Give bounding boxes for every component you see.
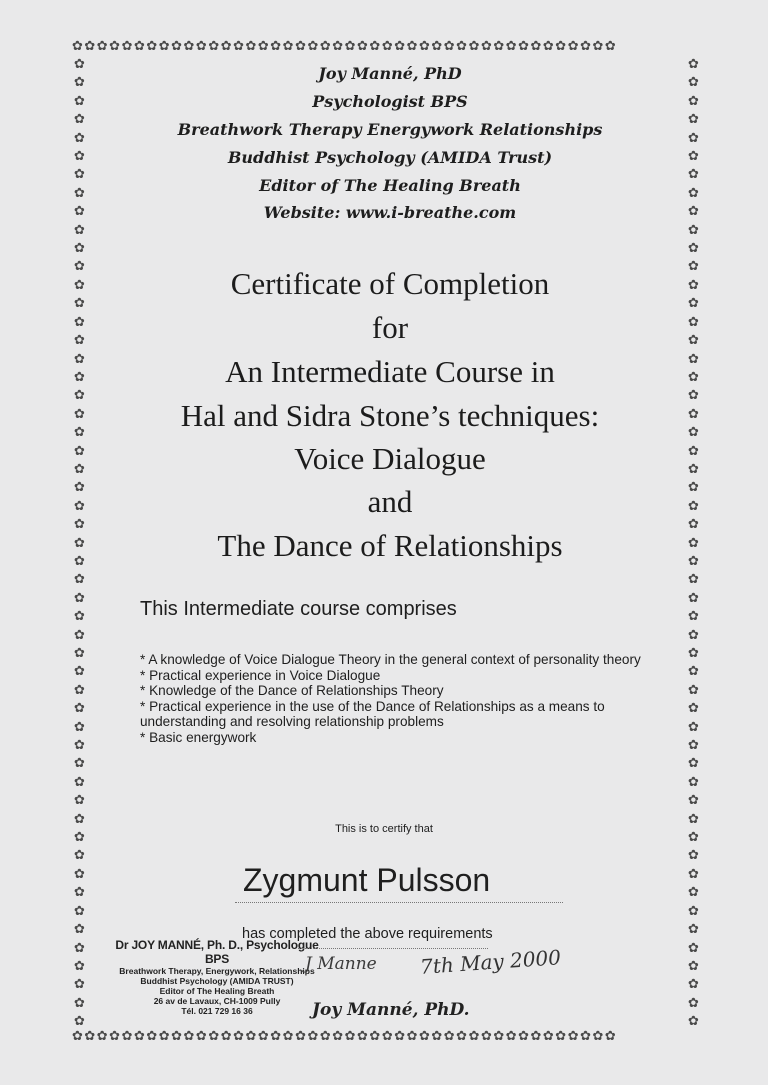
letterhead-title: Psychologist BPS: [312, 92, 468, 111]
course-item: * Practical experience in the use of the Dance of Relationships as a means to understanding and resolving relationship problems: [140, 698, 605, 730]
certificate-title: Certificate of Completion: [230, 266, 550, 301]
practitioner-stamp: [102, 938, 332, 1016]
stamp-phone: Tél. 021 729 16 36: [181, 1006, 253, 1016]
signature-line: [298, 948, 488, 949]
course-name-line3: Voice Dialogue: [294, 441, 486, 476]
course-heading: This Intermediate course comprises: [140, 598, 457, 620]
star-border-left: ✿✿✿✿✿✿✿✿✿✿✿✿✿✿✿✿✿✿✿✿✿✿✿✿✿✿✿✿✿✿✿✿✿✿✿✿✿✿✿✿✿✿✿✿✿✿✿✿✿✿✿✿✿: [74, 57, 85, 1030]
letterhead-website: Website: www.i-breathe.com: [263, 203, 517, 222]
stamp-line: Editor of The Healing Breath: [159, 986, 275, 996]
stamp-line: Buddhist Psychology (AMIDA TRUST): [140, 976, 294, 986]
course-item: * Practical experience in Voice Dialogue: [140, 667, 381, 683]
star-border-top: ✿✿✿✿✿✿✿✿✿✿✿✿✿✿✿✿✿✿✿✿✿✿✿✿✿✿✿✿✿✿✿✿✿✿✿✿✿✿✿✿✿✿✿✿: [72, 40, 618, 54]
course-name-line5: The Dance of Relationships: [217, 528, 563, 563]
course-item: * Knowledge of the Dance of Relationships Theory: [140, 683, 444, 699]
stamp-address: 26 av de Lavaux, CH-1009 Pully: [153, 996, 281, 1006]
title-for: for: [371, 310, 409, 345]
letterhead-name: Joy Manné, PhD: [318, 64, 462, 83]
stamp-name: Dr JOY MANNÉ, Ph. D., Psychologue BPS: [115, 938, 319, 966]
course-item: * A knowledge of Voice Dialogue Theory in the general context of personality theory: [140, 652, 641, 667]
star-border-bottom: ✿✿✿✿✿✿✿✿✿✿✿✿✿✿✿✿✿✿✿✿✿✿✿✿✿✿✿✿✿✿✿✿✿✿✿✿✿✿✿✿✿✿✿✿: [72, 1030, 618, 1044]
course-name-line2: Hal and Sidra Stone’s techniques:: [180, 398, 600, 433]
letterhead-affiliation: Buddhist Psychology (AMIDA Trust): [227, 148, 553, 167]
completion-statement: has completed the above requirements: [242, 926, 493, 942]
star-border-right: ✿✿✿✿✿✿✿✿✿✿✿✿✿✿✿✿✿✿✿✿✿✿✿✿✿✿✿✿✿✿✿✿✿✿✿✿✿✿✿✿✿✿✿✿✿✿✿✿✿✿✿✿✿: [688, 57, 699, 1030]
handwritten-date: 7th May 2000: [419, 945, 562, 979]
course-item-list: [140, 652, 680, 746]
letterhead-specialties: Breathwork Therapy Energywork Relationships: [177, 120, 603, 139]
stamp-line: Breathwork Therapy, Energywork, Relationships: [119, 966, 315, 976]
course-name-line4: and: [367, 484, 413, 519]
course-item: * Basic energywork: [140, 729, 257, 745]
course-name-line1: An Intermediate Course in: [225, 354, 555, 389]
handwritten-signature: J Manne: [305, 954, 377, 974]
letterhead-editor: Editor of The Healing Breath: [259, 176, 521, 195]
certify-intro: This is to certify that: [335, 823, 433, 835]
signer-name: Joy Manné, PhD.: [312, 1000, 470, 1020]
recipient-name: Zygmunt Pulsson: [235, 862, 563, 903]
